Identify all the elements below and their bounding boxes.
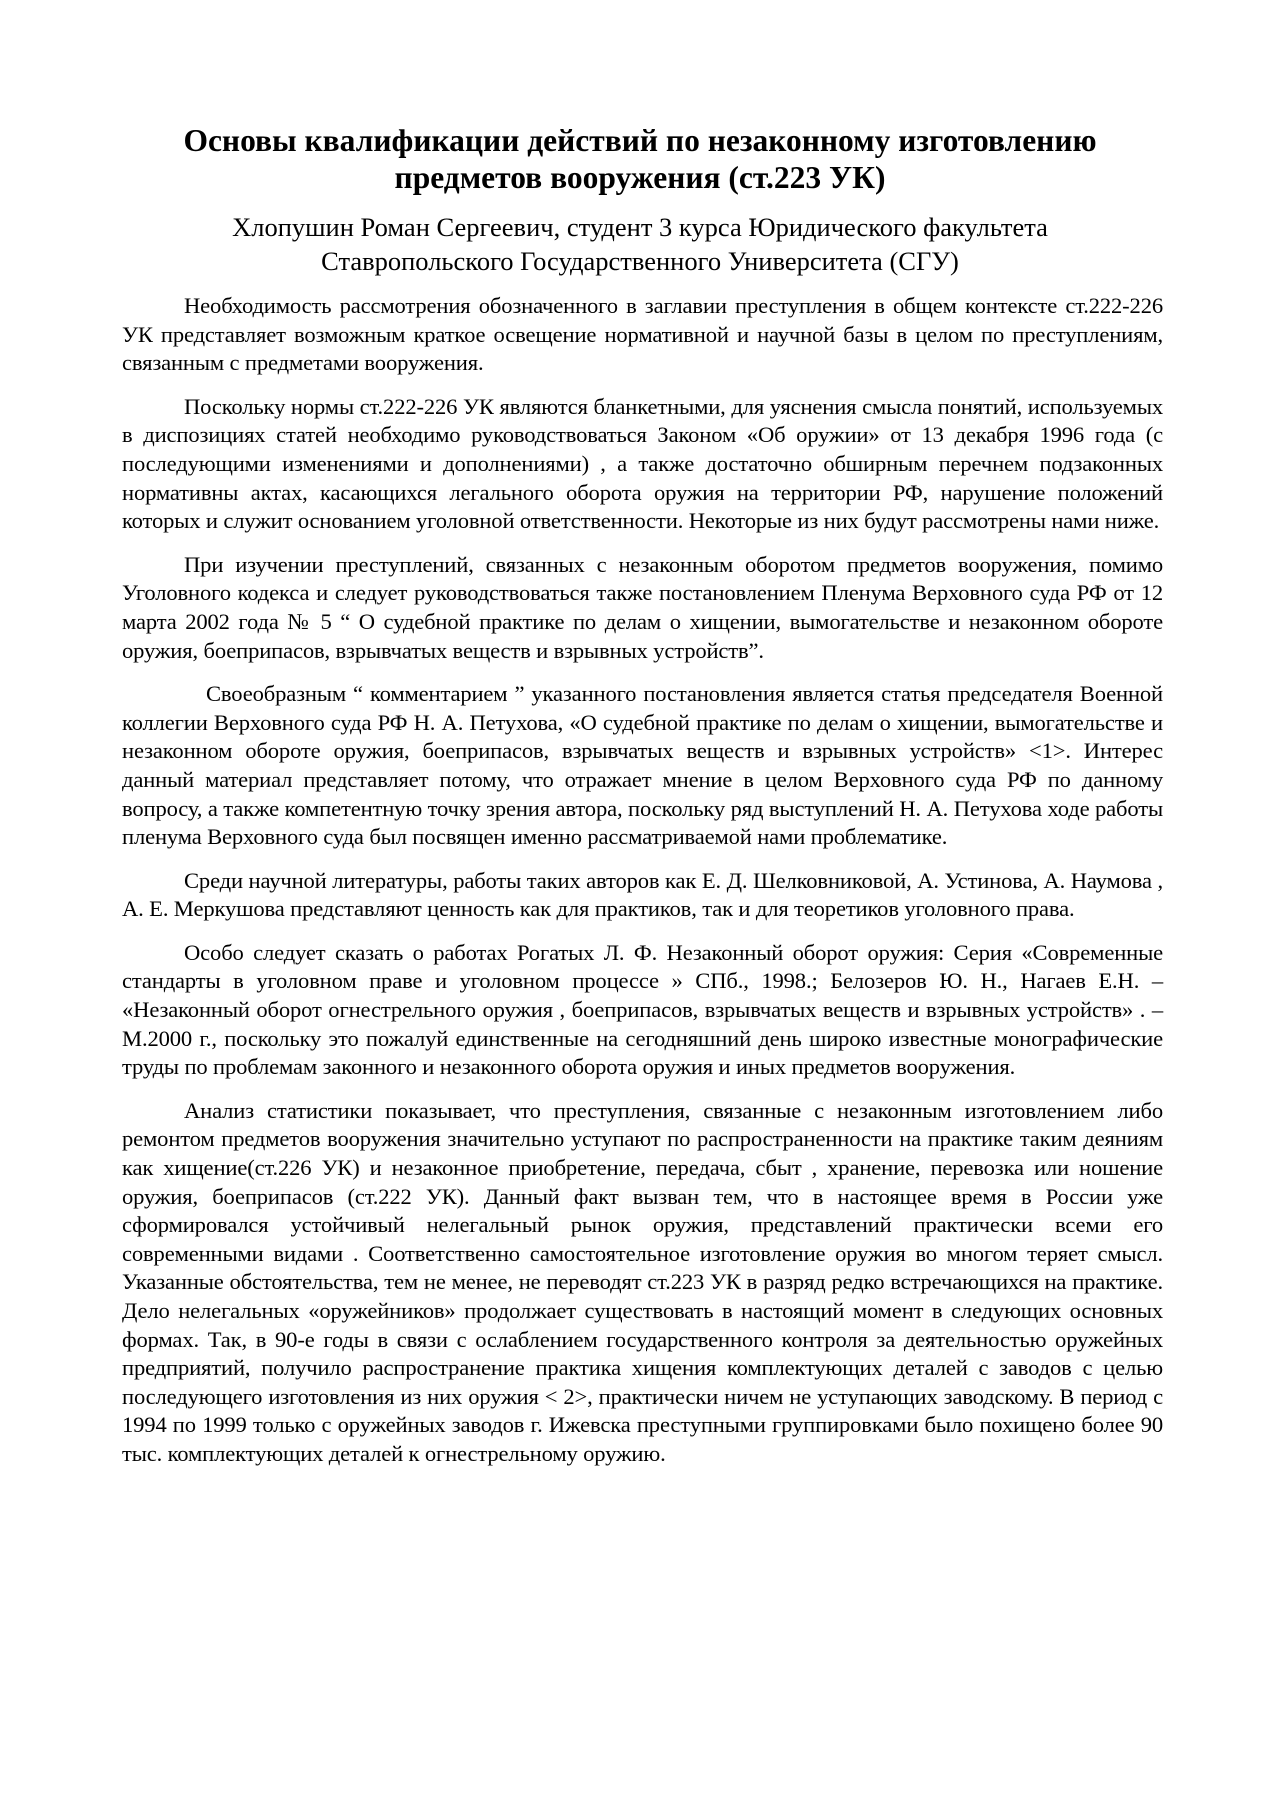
paragraph-3: При изучении преступлений, связанных с незаконным оборотом предметов вооружения, помимо Уголовного кодекса и следует руководствоваться также постановлением Пленума Верховного суда РФ от 12 марта 2002 года № 5 “ О судебной практике по делам о хищении, вымогательстве и незаконном обороте оружия, боеприпасов, взрывчатых веществ и взрывных устройств”. [122, 551, 1163, 663]
paragraph-6: Особо следует сказать о работах Рогатых Л. Ф. Незаконный оборот оружия: Серия «Современные стандарты в уголовном праве и уголовном процессе » СПб., 1998.; Белозеров Ю. Н., Нагаев Е.Н. – «Незаконный оборот огнестрельного оружия , боеприпасов, взрывчатых веществ и взрывных устройств» . – М.2000 г., поскольку это пожалуй единственные на сегодняшний день широко известные монографические труды по проблемам законного и незаконного оборота оружия и иных предметов вооружения. [122, 939, 1163, 1080]
paragraph-2: Поскольку нормы ст.222-226 УК являются бланкетными, для уяснения смысла понятий, используемых в диспозициях статей необходимо руководствоваться Законом «Об оружии» от 13 декабря 1996 года (с последующими изменениями и дополнениями) , а также достаточно обширным перечнем подзаконных нормативны актах, касающихся легального оборота оружия на территории РФ, нарушение положений которых и служит основанием уголовной ответственности. Некоторые из них будут рассмотрены нами ниже. [122, 393, 1163, 534]
document-title: Основы квалификации действий по незаконному изготовлению предметов вооружения (ст.223 УК) [183, 123, 1097, 195]
author-line: Хлопушин Роман Сергеевич, студент 3 курса Юридического факультета [232, 212, 1048, 242]
paragraph-5: Среди научной литературы, работы таких авторов как Е. Д. Шелковниковой, А. Устинова, А. Наумова , А. Е. Меркушова представляют ценность как для практиков, так и для теоретиков уголовного права. [122, 867, 1163, 922]
paragraph-1: Необходимость рассмотрения обозначенного в заглавии преступления в общем контексте ст.222-226 УК представляет возможным краткое освещение нормативной и научной базы в целом по преступлениям, связанным с предметами вооружения. [122, 293, 1163, 376]
paragraph-7: Анализ статистики показывает, что преступления, связанные с незаконным изготовлением либо ремонтом предметов вооружения значительно уступают по распространенности на практике таким деяниям как хищение(ст.226 УК) и незаконное приобретение, передача, сбыт , хранение, перевозка или ношение оружия, боеприпасов (ст.222 УК). Данный факт вызван тем, что в настоящее время в России уже сформировался устойчивый нелегальный рынок оружия, представлений практически всеми его современными видами . Соответственно самостоятельное изготовление оружия во многом теряет смысл. Указанные обстоятельства, тем не менее, не переводят ст.223 УК в разряд редко встречающихся на практике. Дело нелегальных «оружейников» продолжает существовать в настоящий момент в следующих основных формах. Так, в 90-е годы в связи с ослаблением государственного контроля за деятельностью оружейных предприятий, получило распространение практика хищения комплектующих деталей с заводов с целью последующего изготовления из них оружия < 2>, практически ничем не уступающих заводскому. В период с 1994 по 1999 только с оружейных заводов г. Ижевска преступными группировками было похищено более 90 тыс. комплектующих деталей к огнестрельному оружию. [122, 1097, 1163, 1466]
author-info [140, 210, 1140, 278]
author-affiliation: Ставропольского Государственного Университета (СГУ) [321, 246, 959, 276]
document-body [122, 292, 1163, 1484]
paragraph-4: Своеобразным “ комментарием ” указанного постановления является статья председателя Военной коллегии Верховного суда РФ Н. А. Петухова, «О судебной практике по делам о хищении, вымогательстве и незаконном обороте оружия, боеприпасов, взрывчатых веществ и взрывных устройств» <1>. Интерес данный материал представляет потому, что отражает мнение в целом Верховного суда РФ по данному вопросу, а также компетентную точку зрения автора, поскольку ряд выступлений Н. А. Петухова ходе работы пленума Верховного суда был посвящен именно рассматриваемой нами проблематике. [122, 681, 1163, 850]
